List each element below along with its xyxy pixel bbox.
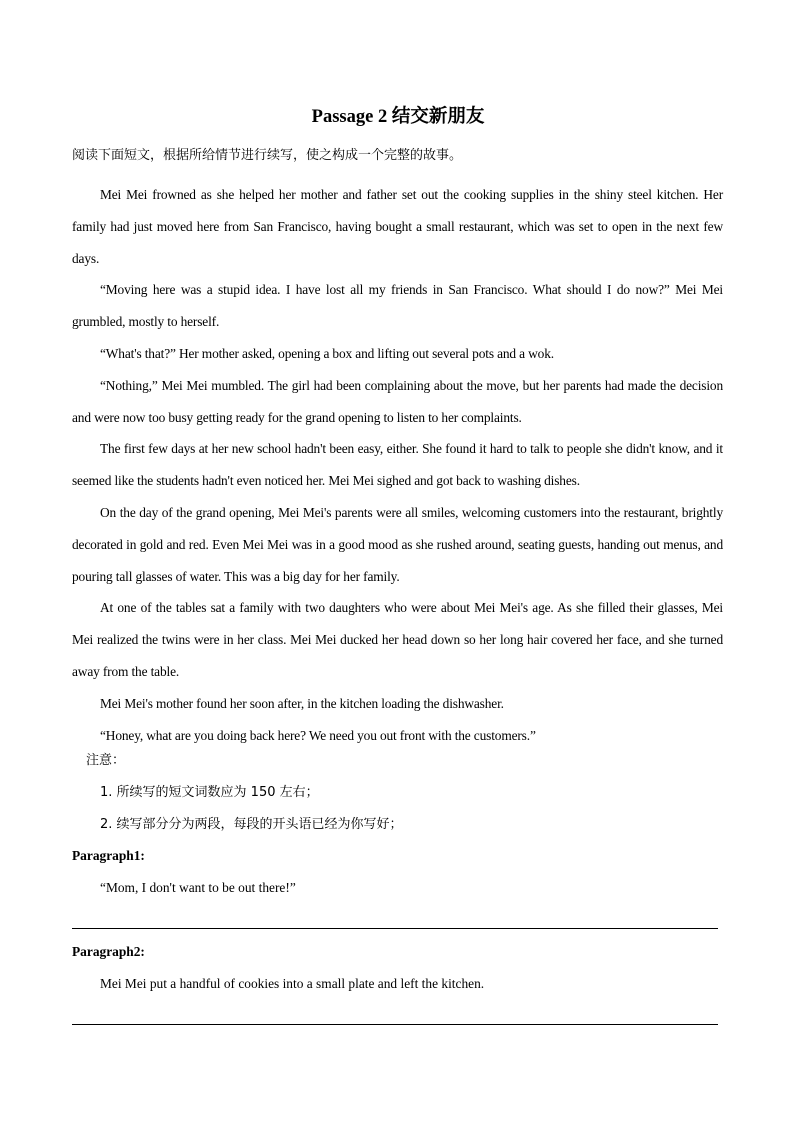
passage-paragraph: “Moving here was a stupid idea. I have lost all my friends in San Francisco. What should I do now?” Mei Mei grumbled, mostly to herself.: [72, 282, 723, 330]
paragraph1-writing-line: [72, 928, 718, 929]
paragraph1-opener: “Mom, I don't want to be out there!”: [100, 880, 296, 895]
passage-body: [72, 179, 723, 751]
paragraph1-label: Paragraph1:: [72, 848, 145, 863]
paragraph2-opener: Mei Mei put a handful of cookies into a small plate and left the kitchen.: [100, 976, 485, 991]
passage-paragraph: At one of the tables sat a family with two daughters who were about Mei Mei's age. As she filled their glasses, Mei Mei realized the twins were in her class. Mei Mei ducked her head down so her long hair covered her face, and she turned away from the table.: [72, 600, 723, 679]
notes-label: 注意：: [86, 753, 126, 768]
paragraph2-label: Paragraph2:: [72, 944, 145, 959]
passage-paragraph: Mei Mei's mother found her soon after, in the kitchen loading the dishwasher.: [100, 695, 504, 711]
passage-paragraph: “What's that?” Her mother asked, opening a box and lifting out several pots and a wok.: [100, 345, 554, 361]
passage-paragraph: “Honey, what are you doing back here? We need you out front with the customers.”: [100, 727, 536, 743]
instruction-text: 阅读下面短文，根据所给情节进行续写，使之构成一个完整的故事。: [72, 148, 463, 163]
document-page: [72, 0, 724, 1123]
note-item-word-count: 1. 所续写的短文词数应为 150 左右；: [100, 785, 319, 800]
passage-paragraph: On the day of the grand opening, Mei Mei's parents were all smiles, welcoming customers into the restaurant, brightly decorated in gold and red. Even Mei Mei was in a good mood as she rushed around, seating guests, handing out menus, and pouring tall glasses of water. This was a big day for her family.: [72, 504, 723, 584]
passage-paragraph: Mei Mei frowned as she helped her mother and father set out the cooking supplies in the shiny steel kitchen. Her family had just moved here from San Francisco, having bought a small restaurant, which was set to open in the next few days.: [72, 187, 723, 266]
passage-title: Passage 2 结交新朋友: [311, 107, 485, 127]
passage-paragraph: “Nothing,” Mei Mei mumbled. The girl had been complaining about the move, but her parents had made the decision and were now too busy getting ready for the grand opening to listen to her complaints.: [72, 377, 723, 425]
passage-paragraph: The first few days at her new school hadn't been easy, either. She found it hard to talk to people she didn't know, and it seemed like the students hadn't even noticed her. Mei Mei sighed and got back to washing dishes.: [72, 441, 723, 489]
note-item-paragraphs: 2. 续写部分分为两段，每段的开头语已经为你写好；: [100, 817, 403, 832]
paragraph2-writing-line: [72, 1024, 718, 1025]
